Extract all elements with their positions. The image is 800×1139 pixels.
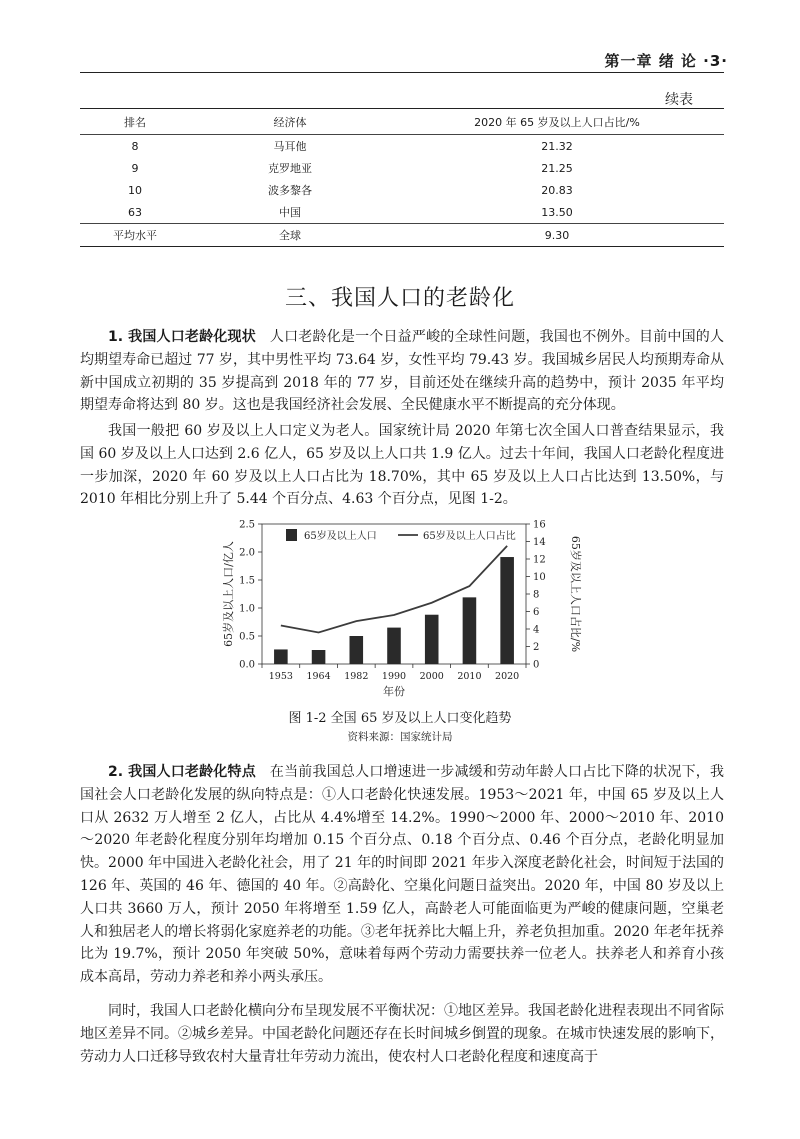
table-row — [80, 157, 724, 179]
y-right-tick-label: 14 — [533, 537, 546, 548]
table-cell: 10 — [128, 183, 142, 197]
x-tick-label: 1990 — [381, 671, 407, 682]
y-left-tick-label: 0.5 — [239, 631, 255, 643]
bar-65plus-population — [425, 615, 439, 664]
table-cell: 63 — [128, 205, 142, 219]
x-tick-label: 2010 — [457, 671, 482, 682]
table-summary-row — [80, 224, 724, 247]
x-tick-label: 1953 — [268, 671, 293, 682]
aging-trend-chart — [220, 512, 580, 702]
table-cell: 波多黎各 — [268, 184, 312, 197]
y-right-tick-label: 0 — [533, 659, 540, 671]
bar-65plus-population — [312, 650, 326, 664]
x-tick-label: 2000 — [419, 671, 444, 682]
table-cell: 中国 — [279, 206, 301, 219]
y-right-tick-label: 12 — [533, 554, 546, 566]
figure-caption: 图 1-2 全国 65 岁及以上人口变化趋势 — [288, 711, 512, 726]
column-header-rank: 排名 — [80, 109, 190, 135]
y-left-tick-label: 0.0 — [239, 659, 255, 671]
paragraph-lead: 2. 我国人口老龄化特点 — [108, 764, 256, 780]
bar-65plus-population — [387, 628, 401, 664]
bar-65plus-population — [274, 649, 288, 664]
y-right-tick-label: 2 — [533, 642, 540, 653]
paragraph-lead: 1. 我国人口老龄化现状 — [108, 329, 256, 345]
table-continued-label: 续表 — [665, 92, 693, 108]
table-row — [80, 179, 724, 201]
paragraph-text: 我国一般把 60 岁及以上人口定义为老人。国家统计局 2020 年第七次全国人口普查结果显示，我国 60 岁及以上人口达到 2.6 亿人，65 岁及以上人口共 1.9 亿人。过去十年间，我国人口老龄化程度进一步加深，2020 年 60 岁及以上人口占比为 18.70%，其中 65 岁及以上人口占比达到 13.50%，与 2010 年相比分别上升了 5.44 个百分点、4.63 个百分点，见图 1-2。 — [80, 423, 724, 508]
column-header-economy: 经济体 — [190, 109, 390, 135]
legend-line-label: 65岁及以上人口占比 — [423, 531, 516, 542]
table-cell: 20.83 — [541, 183, 573, 197]
table-cell: 9 — [131, 161, 139, 175]
x-axis-label: 年份 — [383, 685, 405, 698]
paragraph-text: 人口老龄化是一个日益严峻的全球性问题，我国也不例外。目前中国的人均期望寿命已超过 77 岁，其中男性平均 73.64 岁，女性平均 79.43 岁。我国城乡居民人均预期寿命从新中国成立初期的 35 岁提高到 2018 年的 77 岁，目前还处在继续升高的趋势中，预计 2035 年平均期望寿命将达到 80 岁。这也是我国经济社会发展、全民健康水平不断提高的充分体现。 — [80, 329, 725, 414]
table-cell: 全球 — [190, 224, 390, 247]
header-rule — [80, 72, 724, 73]
x-tick-label: 2020 — [495, 671, 520, 682]
table-cell: 平均水平 — [80, 224, 190, 247]
table-cell: 21.32 — [541, 139, 573, 153]
y-right-tick-label: 10 — [533, 572, 546, 583]
legend-bar-swatch — [286, 529, 297, 541]
legend-bar-label: 65岁及以上人口 — [304, 531, 377, 542]
paragraph-regional-imbalance — [80, 1000, 724, 1068]
table-cell: 13.50 — [541, 205, 573, 219]
column-header-share: 2020 年 65 岁及以上人口占比/% — [390, 109, 724, 135]
figure-source: 资料来源：国家统计局 — [347, 731, 453, 743]
table-cell: 马耳他 — [273, 140, 307, 153]
paragraph-census — [80, 420, 724, 511]
y-right-tick-label: 8 — [533, 589, 540, 601]
y-left-tick-label: 1.0 — [239, 603, 255, 615]
table-cell: 21.25 — [541, 161, 573, 175]
y-left-tick-label: 2.5 — [239, 519, 255, 531]
y-left-tick-label: 2.0 — [239, 547, 255, 559]
paragraph-aging-features — [80, 761, 724, 989]
bar-65plus-population — [463, 597, 477, 664]
y-left-axis-label: 65岁及以上人口/亿人 — [222, 541, 235, 647]
y-right-tick-label: 4 — [533, 624, 540, 636]
x-tick-label: 1964 — [306, 671, 331, 682]
aging-ranking-table — [80, 108, 724, 247]
y-right-axis-label: 65岁及以上人口占比/% — [569, 535, 582, 653]
y-right-tick-label: 16 — [533, 519, 546, 531]
table-row — [80, 201, 724, 224]
y-left-tick-label: 1.5 — [239, 575, 255, 587]
table-cell: 9.30 — [390, 224, 724, 247]
x-tick-label: 1982 — [344, 671, 369, 682]
running-head: 第一章 绪 论 ·3· — [604, 52, 728, 70]
table-row — [80, 135, 724, 158]
bar-65plus-population — [500, 557, 514, 664]
section-title: 三、我国人口的老龄化 — [284, 286, 515, 311]
table-cell: 克罗地亚 — [268, 162, 312, 175]
paragraph-text: 在当前我国总人口增速进一步减缓和劳动年龄人口占比下降的状况下，我国社会人口老龄化发展的纵向特点是：①人口老龄化快速发展。1953～2021 年，中国 65 岁及以上人口从 2632 万人增至 2 亿人，占比从 4.4%增至 14.2%。1990～2000 年、2000～2010 年、2010～2020 年老龄化程度分别年均增加 0.15 个百分点、0.18 个百分点、0.46 个百分点，老龄化明显加快。2000 年中国进入老龄化社会，用了 21 年的时间即 2021 年步入深度老龄化社会，时间短于法国的 126 年、英国的 46 年、德国的 40 年。②高龄化、空巢化问题日益突出。2020 年，中国 80 岁及以上人口共 3660 万人，预计 2050 年将增至 1.59 亿人，高龄老人可能面临更为严峻的健康问题，空巢老人和独居老人的增长将弱化家庭养老的功能。③老年抚养比大幅上升，养老负担加重。2020 年老年抚养比为 19.7%，预计 2050 年突破 50%，意味着每两个劳动力需要扶养一位老人。扶养老人和养育小孩成本高昂，劳动力养老和养小两头承压。 — [80, 764, 725, 986]
table-cell: 8 — [131, 139, 139, 153]
paragraph-text: 同时，我国人口老龄化横向分布呈现发展不平衡状况：①地区差异。我国老龄化进程表现出不同省际地区差异不同。②城乡差异。中国老龄化问题还存在长时间城乡倒置的现象。在城市快速发展的影响下，劳动力人口迁移导致农村大量青壮年劳动力流出，使农村人口老龄化程度和速度高于 — [80, 1003, 724, 1065]
paragraph-aging-status — [80, 326, 724, 417]
y-right-tick-label: 6 — [533, 607, 540, 618]
bar-65plus-population — [349, 636, 363, 664]
